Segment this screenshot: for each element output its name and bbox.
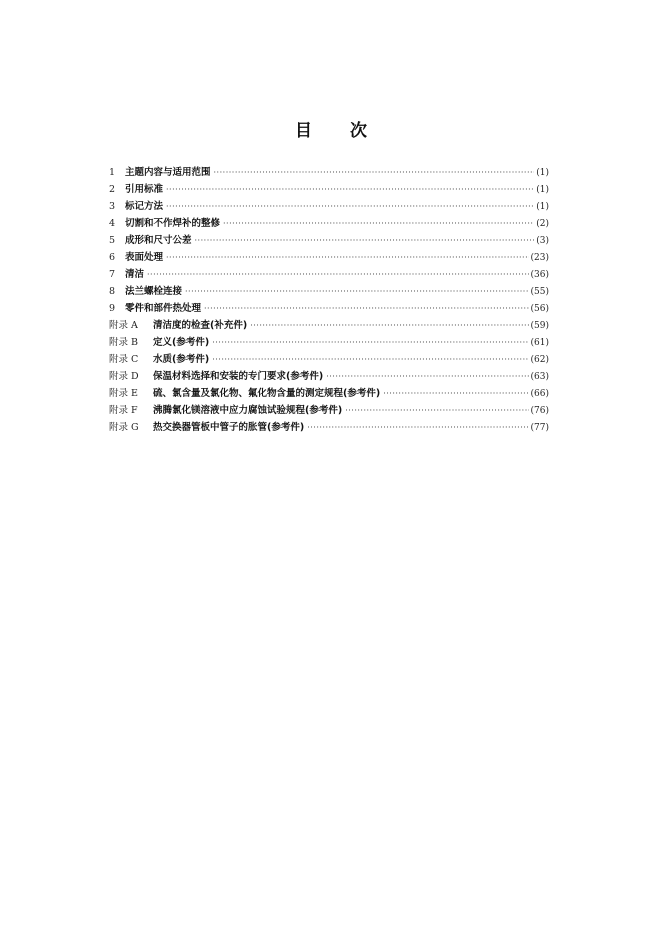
toc-entry-label: 零件和部件热处理: [125, 303, 202, 314]
toc-entry-page: (1): [536, 185, 549, 195]
toc-entry-number: 附录 C: [109, 354, 139, 365]
title-char-left: 目: [295, 121, 312, 141]
toc-entry: [109, 198, 549, 215]
toc-entry-label: 标记方法: [125, 201, 164, 212]
toc-entry-number: 5: [109, 235, 116, 246]
toc-entry-page: (36): [530, 270, 549, 280]
toc-dot-leader: [326, 368, 528, 385]
toc-entry: [109, 181, 549, 198]
toc-entry: [109, 317, 549, 334]
toc-entry-label: 清洁度的检查(补充件): [153, 320, 248, 331]
toc-entry-number: 附录 E: [109, 388, 138, 399]
toc-entry-number: 1: [109, 167, 116, 178]
toc-entry-page: (76): [530, 406, 549, 416]
toc-entry-number: 6: [109, 252, 116, 263]
toc-entry-number: 9: [109, 303, 116, 314]
toc-entry-label: 定义(参考件): [153, 337, 210, 348]
toc-entry-number: 附录 B: [109, 337, 139, 348]
toc-entry-number: 4: [109, 218, 116, 229]
title-char-right: 次: [350, 121, 367, 141]
toc-entry-label: 热交换器管板中管子的胀管(参考件): [153, 422, 305, 433]
toc-entry-page: (77): [530, 423, 549, 433]
toc-dot-leader: [204, 300, 529, 317]
toc-entry: [109, 164, 549, 181]
toc-dot-leader: [223, 215, 534, 232]
toc-entry-label: 表面处理: [125, 252, 164, 263]
toc-entry-label: 主题内容与适用范围: [125, 167, 211, 178]
toc-entry: [109, 368, 549, 385]
toc-entry-page: (62): [530, 355, 549, 365]
toc-entry: [109, 249, 549, 266]
toc-entry-page: (61): [530, 338, 549, 348]
toc-dot-leader: [214, 164, 535, 181]
toc-entry: [109, 402, 549, 419]
toc-dot-leader: [147, 266, 529, 283]
toc-entry-label: 硫、氯含量及氯化物、氟化物含量的测定规程(参考件): [153, 388, 381, 399]
toc-entry: [109, 232, 549, 249]
toc-entry-label: 水质(参考件): [153, 354, 210, 365]
toc-dot-leader: [212, 351, 528, 368]
page-title: [0, 116, 662, 141]
toc-entry: [109, 419, 549, 436]
toc-entry-label: 引用标准: [125, 184, 164, 195]
toc-dot-leader: [166, 181, 534, 198]
toc-entry-label: 保温材料选择和安装的专门要求(参考件): [153, 371, 324, 382]
toc-entry: [109, 351, 549, 368]
toc-dot-leader: [185, 283, 529, 300]
toc-entry-page: (56): [530, 304, 549, 314]
toc-dot-leader: [195, 232, 535, 249]
table-of-contents: [109, 164, 549, 436]
toc-entry-page: (66): [530, 389, 549, 399]
toc-entry-page: (2): [536, 219, 549, 229]
toc-entry-page: (1): [536, 168, 549, 178]
toc-dot-leader: [383, 385, 528, 402]
toc-entry-number: 2: [109, 184, 116, 195]
toc-dot-leader: [345, 402, 528, 419]
toc-entry-number: 附录 F: [109, 405, 138, 416]
toc-entry-label: 成形和尺寸公差: [125, 235, 192, 246]
toc-entry-number: 7: [109, 269, 116, 280]
toc-entry-page: (59): [530, 321, 549, 331]
toc-entry: [109, 283, 549, 300]
toc-entry-page: (63): [530, 372, 549, 382]
toc-entry-label: 切割和不作焊补的整修: [125, 218, 221, 229]
toc-dot-leader: [166, 249, 529, 266]
toc-entry-number: 附录 D: [109, 371, 139, 382]
toc-entry-label: 沸腾氯化镁溶液中应力腐蚀试验规程(参考件): [153, 405, 343, 416]
toc-entry-page: (55): [530, 287, 549, 297]
toc-dot-leader: [212, 334, 528, 351]
toc-entry: [109, 300, 549, 317]
toc-dot-leader: [307, 419, 528, 436]
toc-entry: [109, 266, 549, 283]
toc-entry-label: 法兰螺栓连接: [125, 286, 183, 297]
toc-entry-label: 清洁: [125, 269, 145, 280]
toc-entry-number: 8: [109, 286, 116, 297]
toc-entry-page: (23): [530, 253, 549, 263]
toc-entry: [109, 385, 549, 402]
toc-entry-page: (3): [536, 236, 549, 246]
toc-entry-number: 附录 A: [109, 320, 138, 331]
toc-entry-page: (1): [536, 202, 549, 212]
toc-dot-leader: [250, 317, 528, 334]
toc-entry: [109, 215, 549, 232]
toc-entry-number: 附录 G: [109, 422, 139, 433]
toc-dot-leader: [166, 198, 534, 215]
toc-entry: [109, 334, 549, 351]
toc-entry-number: 3: [109, 201, 116, 212]
